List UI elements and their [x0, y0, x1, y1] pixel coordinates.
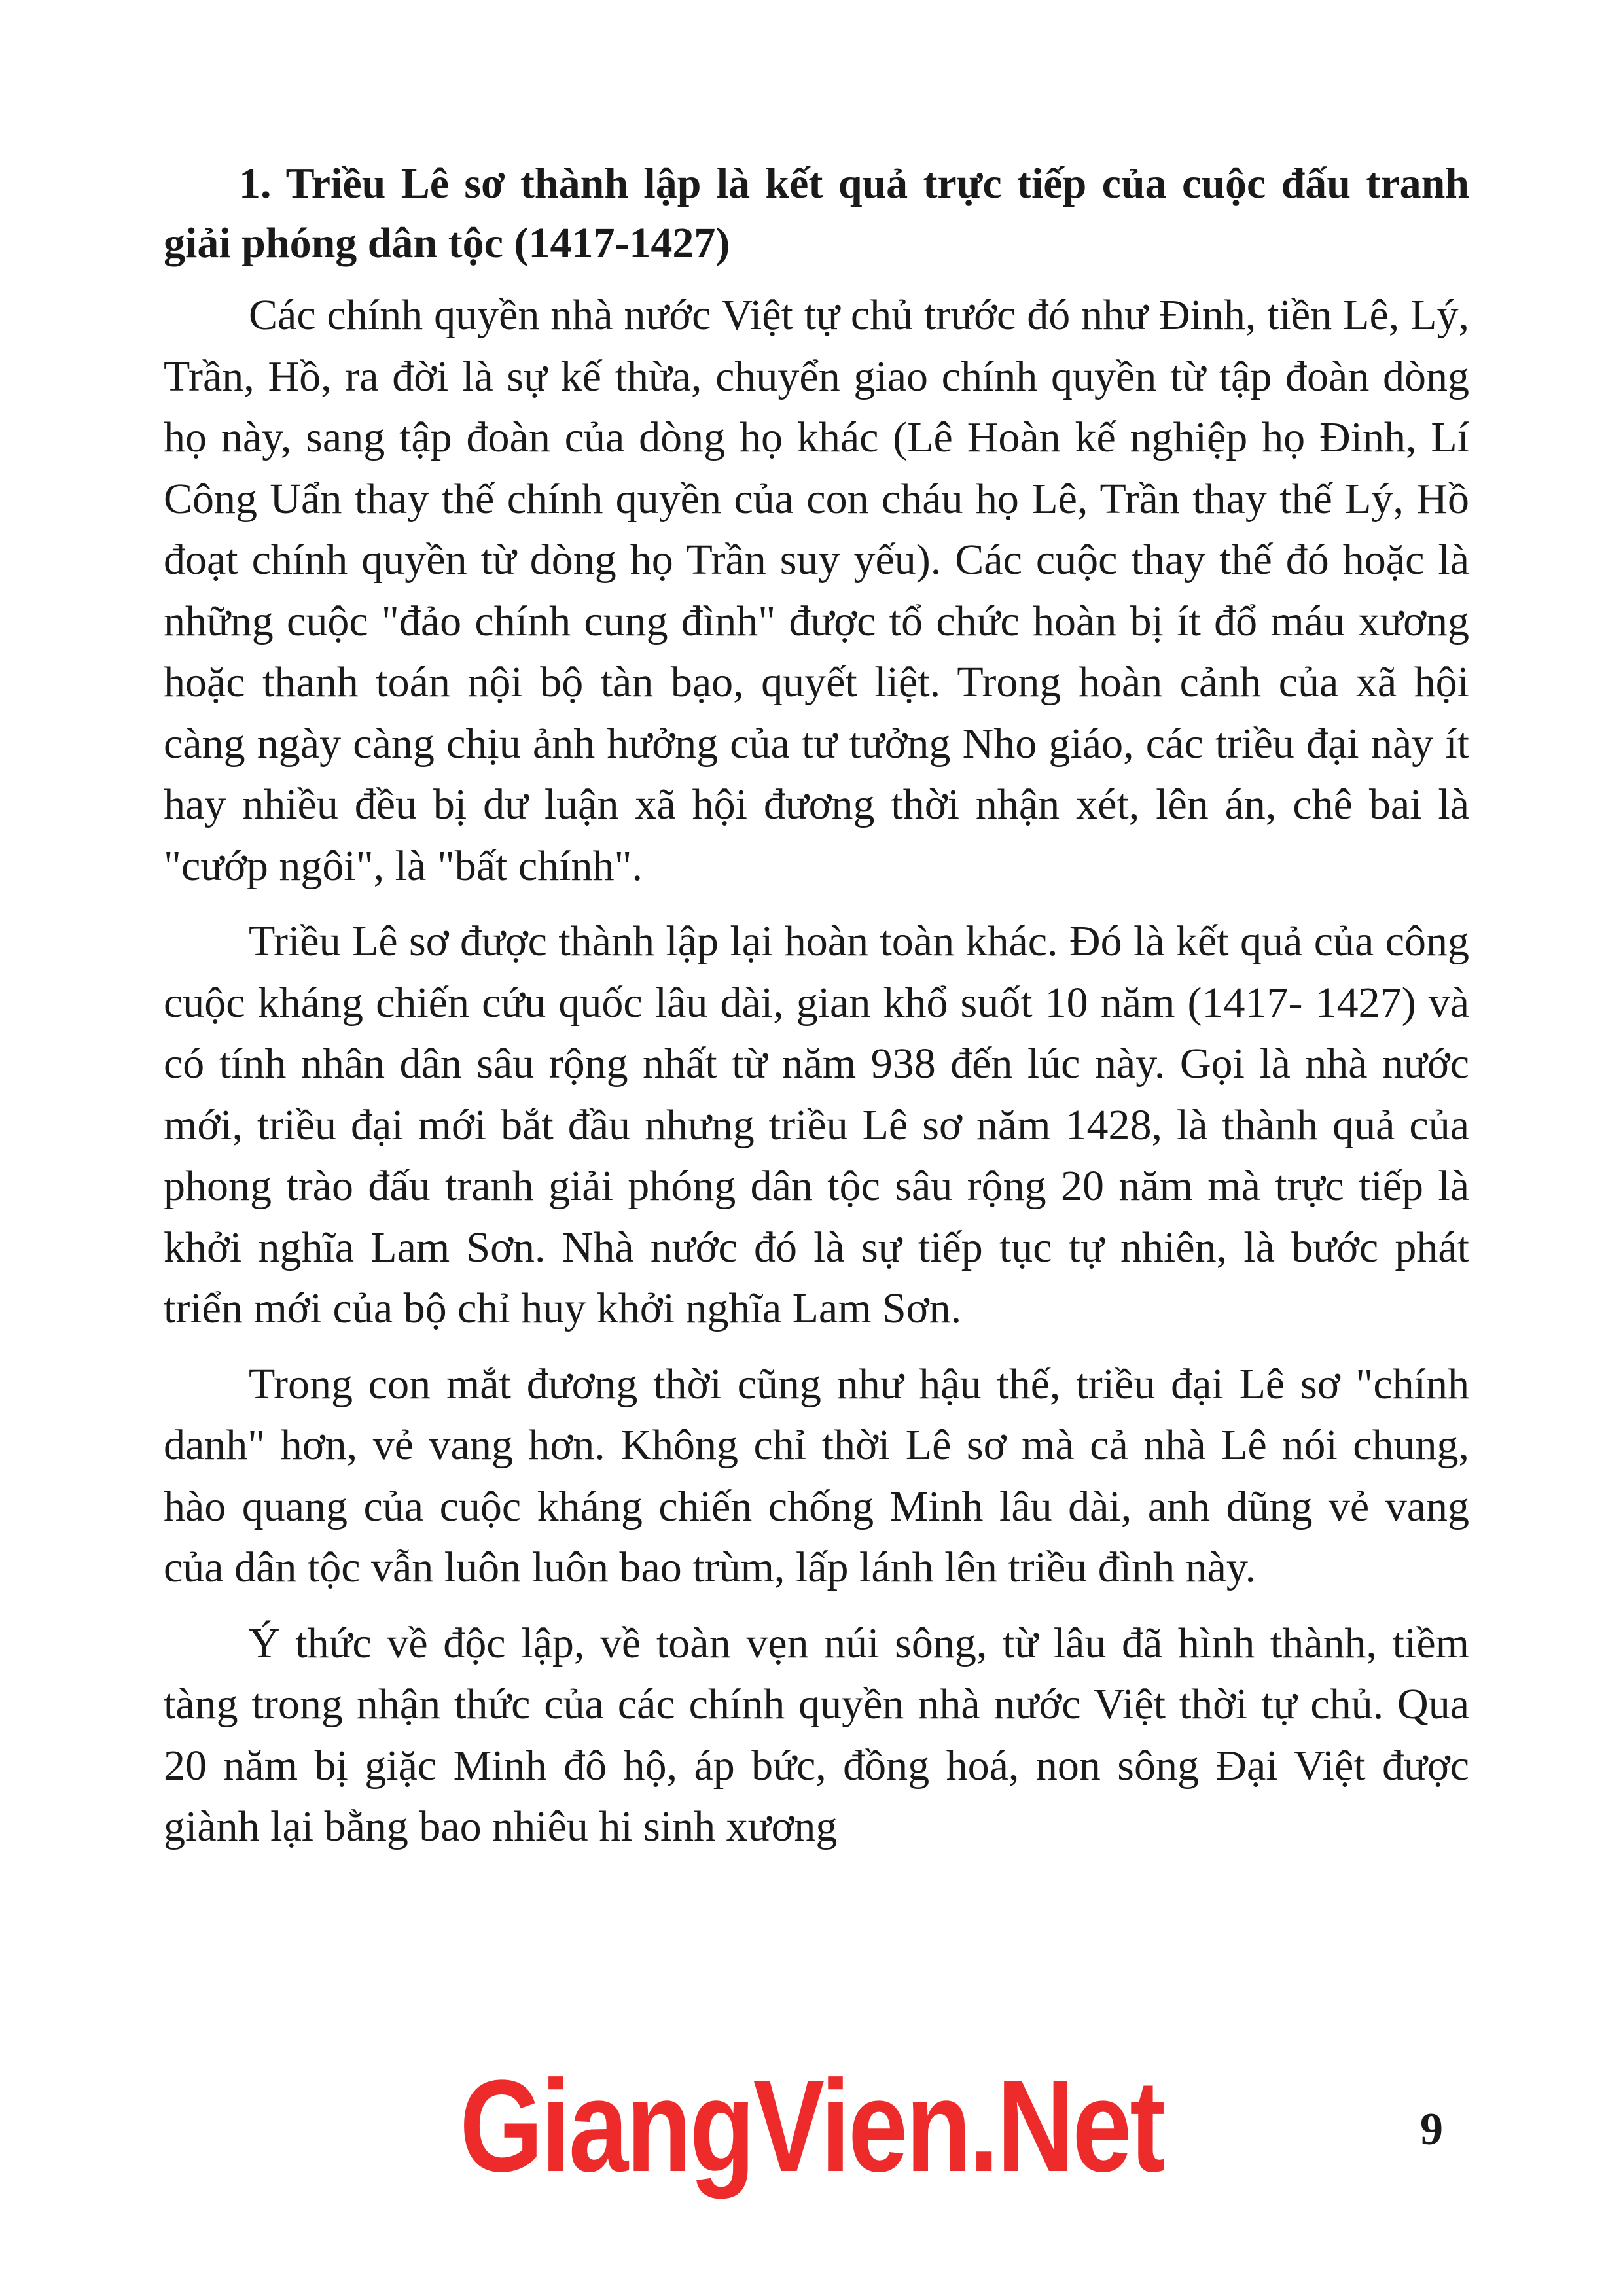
page-content	[164, 154, 1469, 1872]
paragraph: Triều Lê sơ được thành lập lại hoàn toàn khác. Đó là kết quả của công cuộc kháng chiến cứu quốc lâu dài, gian khổ suốt 10 năm (1417- 1427) và có tính nhân dân sâu rộng nhất từ năm 938 đến lúc này. Gọi là nhà nước mới, triều đại mới bắt đầu nhưng triều Lê sơ năm 1428, là thành quả của phong trào đấu tranh giải phóng dân tộc sâu rộng 20 năm mà trực tiếp là khởi nghĩa Lam Sơn. Nhà nước đó là sự tiếp tục tự nhiên, là bước phát triển mới của bộ chỉ huy khởi nghĩa Lam Sơn.	[164, 917, 1469, 1332]
section-heading: 1. Triều Lê sơ thành lập là kết quả trực tiếp của cuộc đấu tranh giải phóng dân tộc (1417-1427)	[164, 160, 1469, 267]
paragraph: Các chính quyền nhà nước Việt tự chủ trước đó như Đinh, tiền Lê, Lý, Trần, Hồ, ra đời là sự kế thừa, chuyển giao chính quyền từ tập đoàn dòng họ này, sang tập đoàn của dòng họ khác (Lê Hoàn kế nghiệp họ Đinh, Lí Công Uẩn thay thế chính quyền của con cháu họ Lê, Trần thay thế Lý, Hồ đoạt chính quyền từ dòng họ Trần suy yếu). Các cuộc thay thế đó hoặc là những cuộc "đảo chính cung đình" được tổ chức hoàn bị ít đổ máu xương hoặc thanh toán nội bộ tàn bạo, quyết liệt. Trong hoàn cảnh của xã hội càng ngày càng chịu ảnh hưởng của tư tưởng Nho giáo, các triều đại này ít hay nhiều đều bị dư luận xã hội đương thời nhận xét, lên án, chê bai là "cướp ngôi", là "bất chính".	[164, 291, 1469, 890]
paragraph: Trong con mắt đương thời cũng như hậu thế, triều đại Lê sơ "chính danh" hơn, vẻ vang hơn. Không chỉ thời Lê sơ mà cả nhà Lê nói chung, hào quang của cuộc kháng chiến chống Minh lâu dài, anh dũng vẻ vang của dân tộc vẫn luôn luôn bao trùm, lấp lánh lên triều đình này.	[164, 1360, 1469, 1591]
page-number: 9	[1420, 2104, 1443, 2155]
watermark-logo: GiangVien.Net	[459, 2053, 1164, 2199]
paragraph: Ý thức về độc lập, về toàn vẹn núi sông, từ lâu đã hình thành, tiềm tàng trong nhận thức của các chính quyền nhà nước Việt thời tự chủ. Qua 20 năm bị giặc Minh đô hộ, áp bức, đồng hoá, non sông Đại Việt được giành lại bằng bao nhiêu hi sinh xương	[164, 1619, 1469, 1850]
